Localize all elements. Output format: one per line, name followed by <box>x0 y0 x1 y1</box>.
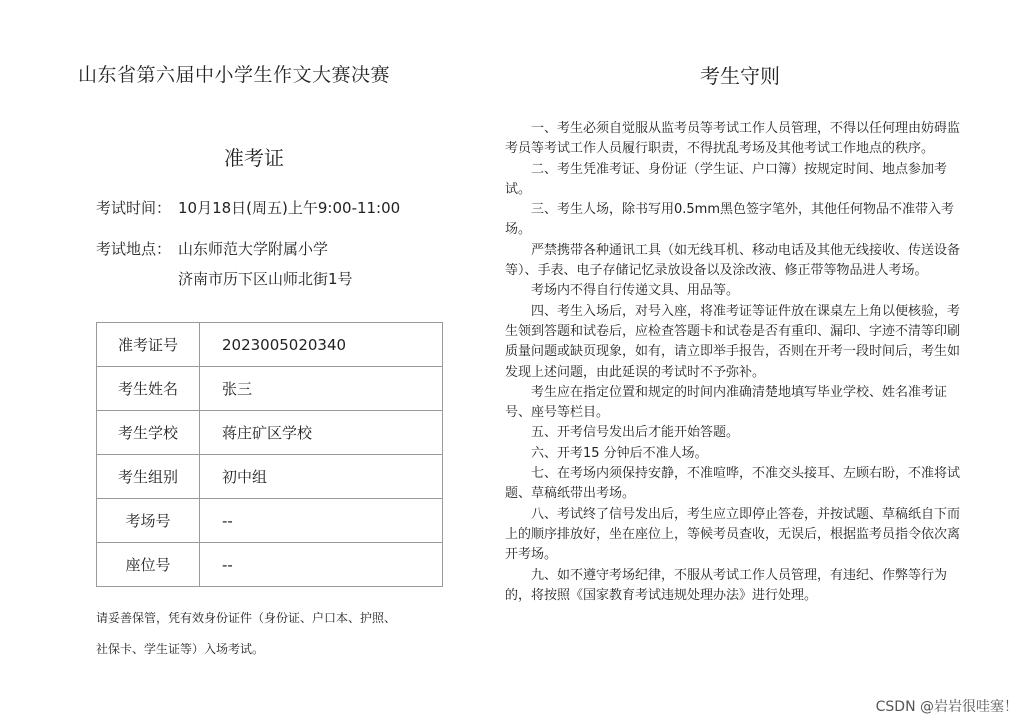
table-label-cell: 考生组别 <box>97 455 200 499</box>
table-label-cell: 座位号 <box>97 543 200 587</box>
table-row <box>97 543 443 587</box>
rules-title: 考生守则 <box>700 64 780 88</box>
table-row <box>97 367 443 411</box>
rule-paragraph: 五、开考信号发出后才能开始答题。 <box>531 425 740 441</box>
table-value-cell: 张三 <box>200 367 443 411</box>
rule-paragraph: 七、在考场内须保持安静，不准喧哗，不准交头接耳、左顾右盼，不准将试题、草稿纸带出考场。 <box>505 466 961 502</box>
table-value-cell: 初中组 <box>200 455 443 499</box>
table-row <box>97 499 443 543</box>
table-value-cell: -- <box>200 499 443 543</box>
exam-location-label: 考试地点： <box>96 240 172 258</box>
exam-time-label: 考试时间： <box>96 199 172 217</box>
table-label-cell: 考生姓名 <box>97 367 200 411</box>
csdn-watermark: CSDN @岩岩很哇塞！ <box>875 699 1018 715</box>
rule-paragraph: 严禁携带各种通讯工具（如无线耳机、移动电话及其他无线接收、传送设备等）、手表、电子存储记忆录放设备以及涂改液、修正带等物品进人考场。 <box>505 242 961 279</box>
table-row <box>97 455 443 499</box>
table-value-cell: 2023005020340 <box>200 323 443 367</box>
exam-rules-panel <box>505 0 1024 724</box>
table-label-cell: 考场号 <box>97 499 200 543</box>
rule-paragraph: 二、考生凭准考证、身份证（学生证、户口簿）按规定时间、地点参加考试。 <box>505 161 948 197</box>
table-value-cell: -- <box>200 543 443 587</box>
rule-paragraph: 考生应在指定位置和规定的时间内准确清楚地填写毕业学校、姓名准考证号、座号等栏目。 <box>505 384 948 421</box>
rules-list <box>505 119 967 606</box>
exam-location-line2: 济南市历下区山师北街1号 <box>178 270 353 288</box>
table-value-cell: 蒋庄矿区学校 <box>200 411 443 455</box>
table-label-cell: 考生学校 <box>97 411 200 455</box>
exam-location-row <box>96 238 328 259</box>
admission-ticket-title: 准考证 <box>224 146 284 170</box>
rule-paragraph: 四、考生入场后，对号入座，将准考证等证件放在课桌左上角以便核验，考生领到答题和试卷后，应检查答题卡和试卷是否有重印、漏印、字迹不清等印刷质量问题或缺页现象，如有，请立即举手报告，否则在开考一段时间后，考生如发现上述问题，由此延误的考试时不予弥补。 <box>505 303 961 380</box>
rule-paragraph: 九、如不遵守考场纪律，不服从考试工作人员管理，有违纪、作弊等行为的，将按照《国家教育考试违规处理办法》进行处理。 <box>505 567 948 603</box>
table-label-cell: 准考证号 <box>97 323 200 367</box>
rule-paragraph: 八、考试终了信号发出后，考生应立即停止答卷，并按试题、草稿纸自下而上的顺序排放好，坐在座位上，等候考员查收，无误后，根据监考员指令依次离开考场。 <box>505 506 961 563</box>
keep-safe-notice <box>96 603 456 665</box>
notice-line: 社保卡、学生证等）入场考试。 <box>96 642 265 656</box>
candidate-info-table <box>96 322 443 587</box>
rule-paragraph: 三、考生人场，除书写用0.5mm黑色签字笔外，其他任何物品不准带入考场。 <box>505 202 955 238</box>
rule-paragraph: 六、开考15 分钟后不准人场。 <box>531 445 708 461</box>
table-row <box>97 411 443 455</box>
exam-time-value: 10月18日(周五)上午9:00-11:00 <box>178 199 401 217</box>
exam-location-line1: 山东师范大学附属小学 <box>178 240 329 258</box>
exam-time-row <box>96 197 400 218</box>
notice-line: 请妥善保管，凭有效身份证件（身份证、户口本、护照、 <box>96 611 397 625</box>
table-row <box>97 323 443 367</box>
rule-paragraph: 考场内不得自行传递文具、用品等。 <box>531 283 740 299</box>
rule-paragraph: 一、考生必须自觉服从监考员等考试工作人员管理，不得以任何理由妨碍监考员等考试工作人员履行职责，不得扰乱考场及其他考试工作地点的秩序。 <box>505 121 961 157</box>
contest-title: 山东省第六届中小学生作文大赛决赛 <box>78 64 391 86</box>
